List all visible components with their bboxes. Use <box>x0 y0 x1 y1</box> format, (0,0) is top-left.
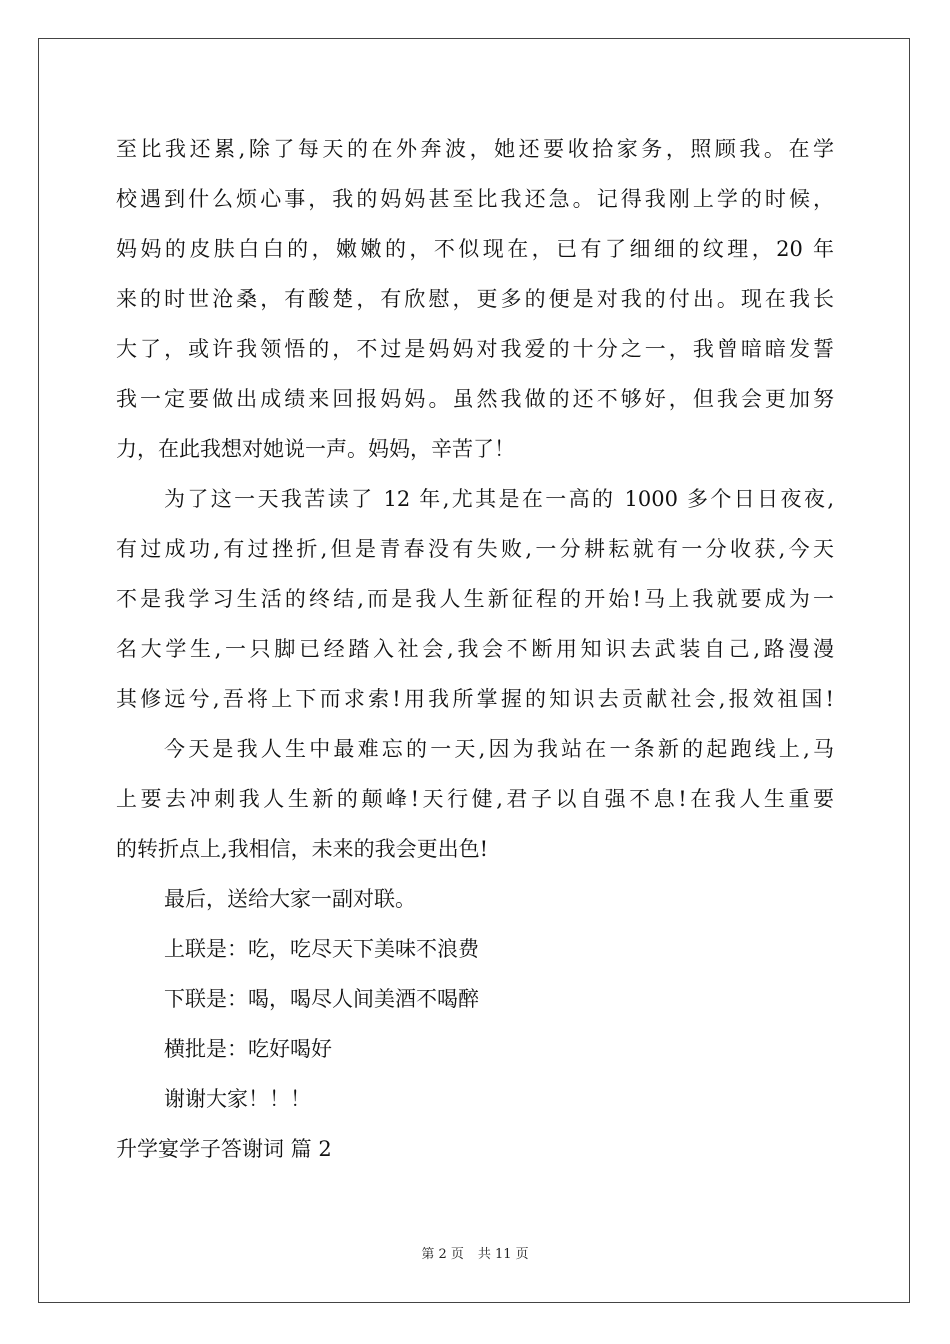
text-line: 有过成功,有过挫折,但是青春没有失败,一分耕耘就有一分收获,今天 <box>116 537 834 561</box>
thanks-line: 谢谢大家！！！ <box>164 1087 311 1111</box>
paragraph-line: 最后，送给大家一副对联。 <box>164 887 416 911</box>
text-line: 不是我学习生活的终结,而是我人生新征程的开始!马上我就要成为一 <box>116 587 834 611</box>
text-line: 其修远兮,吾将上下而求索!用我所掌握的知识去贡献社会,报效祖国! <box>116 687 834 711</box>
text-line: 力，在此我想对她说一声。妈妈，辛苦了！ <box>116 437 515 461</box>
text-line: 妈妈的皮肤白白的，嫩嫩的，不似现在，已有了细细的纹理，20 年 <box>116 237 834 261</box>
text-line: 大了，或许我领悟的，不过是妈妈对我爱的十分之一，我曾暗暗发誓 <box>116 337 834 361</box>
text-line: 的转折点上,我相信，未来的我会更出色! <box>116 837 489 861</box>
text-line: 来的时世沧桑，有酸楚，有欣慰，更多的便是对我的付出。现在我长 <box>116 287 834 311</box>
couplet-lower-line: 下联是：喝，喝尽人间美酒不喝醉 <box>164 987 479 1011</box>
paragraph-start-line: 为了这一天我苦读了 12 年,尤其是在一高的 1000 多个日日夜夜, <box>164 487 834 511</box>
text-line: 名大学生,一只脚已经踏入社会,我会不断用知识去武装自己,路漫漫 <box>116 637 834 661</box>
couplet-horizontal-line: 横批是：吃好喝好 <box>164 1037 332 1061</box>
text-line: 我一定要做出成绩来回报妈妈。虽然我做的还不够好，但我会更加努 <box>116 387 834 411</box>
text-line: 至比我还累,除了每天的在外奔波，她还要收拾家务，照顾我。在学 <box>116 137 834 161</box>
paragraph-start-line: 今天是我人生中最难忘的一天,因为我站在一条新的起跑线上,马 <box>164 737 834 761</box>
text-line: 校遇到什么烦心事，我的妈妈甚至比我还急。记得我刚上学的时候， <box>116 187 834 211</box>
page-footer <box>0 1246 950 1264</box>
page-number-current: 第 2 页 <box>421 1247 464 1262</box>
couplet-upper-line: 上联是：吃，吃尽天下美味不浪费 <box>164 937 479 961</box>
page-number-total: 共 11 页 <box>477 1247 529 1262</box>
section-heading: 升学宴学子答谢词 篇 2 <box>116 1137 332 1161</box>
text-line: 上要去冲刺我人生新的颠峰!天行健,君子以自强不息!在我人生重要 <box>116 787 834 811</box>
